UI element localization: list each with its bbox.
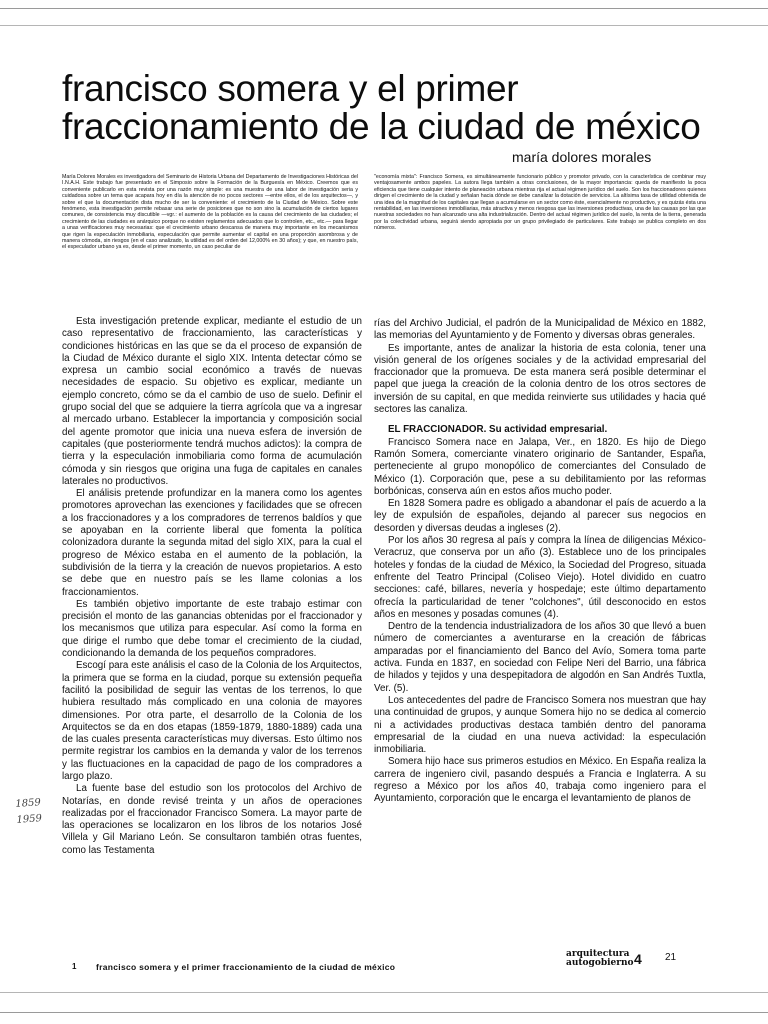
body-paragraph: Somera hijo hace sus primeros estudios en México. En España realiza la carrera de ingeniero civil, pasando después a Francia e Inglaterra. A su regreso a México por los años 40, trabaja como ingeniero para el Ayuntamiento, corporación que le encarga el levantamiento de planos de (374, 756, 706, 805)
body-paragraph: Dentro de la tendencia industrializadora de los años 30 que llevó a buen número de comerciantes a aventurarse en la creación de fábricas amparadas por el financiamiento del Banco del Avío, Somera toma parte activa. Funda en 1837, en sociedad con Felipe Neri del Barrio, una fábrica de hilados y tejidos y una despepitadora de algodón en San Andrés Tuxtla, Ver. (5). (374, 621, 706, 694)
body-paragraph: Por los años 30 regresa al país y compra la línea de diligencias México-Veracruz, que conserva por un año (3). Establece uno de los principales hoteles y fondas de la ciudad de México, la Sociedad del Progreso, situada enfrente del Teatro Principal (Coliseo Viejo). Hotel dividido en cuatro secciones: café, billares, nevería y hospedaje; este último departamento ofrecía la particularidad de tener "colchones", útil desconocido en estos años en mesones y posadas comunes (4). (374, 535, 706, 620)
body-paragraph: Francisco Somera nace en Jalapa, Ver., en 1820. Es hijo de Diego Ramón Somera, comerciante vinatero originario de Santander, España, perteneciente al grupo monopólico de comerciantes del Consulado de México (1). Corporación que, pese a su debilitamiento por las reformas borbónicas, conserva aún en estos años mucho poder. (374, 436, 706, 497)
body-paragraph: Escogí para este análisis el caso de la Colonia de los Arquitectos, la primera que se forma en la ciudad, porque su extensión pequeña facilitó la posibilidad de seguir las ventas de los terrenos, lo que hubiera resultado más complicado en una colonia de mayores dimensiones. Por otra parte, el desarrollo de la Colonia de los Arquitectos se da en dos etapas (1859-1879, 1880-1889) cada una de las cuales presenta características muy diversas. Esto último nos permite registrar los cambios en la demanda y valor de los terrenos y las fluctuaciones en la capacidad de pago de los compradores a largo plazo. (62, 660, 362, 782)
body-paragraph: rías del Archivo Judicial, el padrón de la Municipalidad de México en 1882, las memorias del Ayuntamiento y de Fomento y diversas obras generales. (374, 318, 706, 342)
body-paragraph: Los antecedentes del padre de Francisco Somera nos muestran que hay una continuidad de grupos, y aunque Somera hijo no se dedica al comercio ni a actividades productivas destaca también dentro del panorama empresarial de la ciudad en una nueva actividad: la especulación inmobiliaria. (374, 694, 706, 756)
issue-number: 4 (634, 951, 642, 967)
article-title: francisco somera y el primer fraccionamiento de la ciudad de méxico (62, 68, 701, 147)
margin-note-line: 1959 (16, 813, 43, 826)
margin-note-line: 1859 (15, 797, 42, 810)
section-heading: EL FRACCIONADOR. Su actividad empresarial. (388, 424, 608, 436)
body-paragraph: El análisis pretende profundizar en la manera como los agentes promotores aprovechan las exenciones y facilidades que se ofrecen a los fraccionadores y a los compradores de terrenos baldíos y que se apoyaban en la corriente liberal que fomenta la política colonizadora durante la segunda mitad del siglo XIX, para la cual el progreso de México estaba en el aumento de la población, la subdivisión de la tierra y la creación de nuevos propietarios. A esto se debe que en nuestro país se les llame colonias a los fraccionamientos. (62, 488, 362, 598)
body-right-column (374, 318, 706, 943)
body-paragraph: En 1828 Somera padre es obligado a abandonar el país de acuerdo a la ley de expulsión de españoles, dejando al parecer sus negocios en desorden y diversas deudas a ingleses (2). (374, 498, 706, 534)
handwritten-margin-note (15, 795, 43, 829)
top-rule (0, 25, 768, 26)
body-paragraph: La fuente base del estudio son los protocolos del Archivo de Notarías, en donde revisé treinta y un años de operaciones realizadas por el fraccionador Francisco Somera. La mayor parte de las operaciones se localizaron en los libros de los notarios José Villela y Gil Mariano León. Se consultaron también otras fuentes, como las Testamenta (62, 783, 362, 856)
bottom-rule (0, 992, 768, 993)
footer-running-title: francisco somera y el primer fraccionamiento de la ciudad de méxico (96, 962, 396, 972)
footer-page-left: 1 (72, 962, 77, 971)
abstract-left-column: María Dolores Morales es investigadora del Seminario de Historia Urbana del Departamento de Investigaciones Históricas del I.N.A.H. Este trabajo fue presentado en el Simposio sobre la Formación de la Burguesía en México. Creemos que es conveniente publicarlo en esta revista por una razón muy simple: es una muestra de una labor de investigación seria y cuidadosa sobre un tema que acapara hoy en día la atención de no pocos sectores —entre ellos, el de los arquitectos—, y sobre el que la documentación dista mucho de ser la conveniente: el crecimiento de la Ciudad de México. Sobre este fenómeno, esta investigación permite rebasar una serie de posiciones que no son sino la acumulación de ciertos lugares comunes, de consistencia muy discutible —vgr.: el aumento de la población es la causa del crecimiento de las ciudades; el crecimiento de las ciudades es anárquico porque no existen reglamentos adecuados que lo controlen, etc., etc.— para llegar a unas verificaciones muy necesarias: que el crecimiento urbano descansa de manera muy importante en los mecanismos que rigen la especulación inmobiliaria, especulación que permite aumentar el capital en una proporción asombrosa y de manera cómoda, sin riesgos (en el caso analizado, la utilidad es del orden del 12,000% en 30 años); y que, en nuestro país, el especulador urbano ya es, desde el primer momento, un caso peculiar de (62, 174, 358, 251)
journal-logo-line: autogobierno (566, 958, 634, 968)
body-paragraph: Es también objetivo importante de este trabajo estimar con precisión el monto de las ganancias obtenidas por el fraccionador y los mecanismos que utiliza para especular. Así como la forma en que dirige el rumbo que debe tomar el crecimiento de la ciudad, condicionando la demanda de los pequeños compradores. (62, 598, 362, 660)
journal-logo (566, 950, 636, 968)
body-paragraph: Es importante, antes de analizar la historia de esta colonia, tener una visión general de los orígenes sociales y de la actividad empresarial del fraccionador que la promueva. De esta manera será posible determinar el papel que juega la creación de la colonia dentro de los otros sectores de inversión de su capital, en que medida reinvierte sus utilidades y hacia qué sectores las canaliza. (374, 342, 706, 416)
bottom-scan-edge (0, 1012, 768, 1013)
journal-logo-line: arquitectura (566, 949, 630, 959)
abstract-right-column: "economía mixta": Francisco Somera, es simultáneamente funcionario público y promotor privado, con la característica de combinar muy ventajosamente ambos papeles. La autora llega también a otras conclusiones, de la mayor importancia: queda de manifiesto la poca eficiencia que tiene cualquier intento de planeación urbana mientras rija el actual régimen jurídico del suelo. Son los fraccionadores quienes dirigen el crecimiento de la ciudad y señalan hacia dónde se debe canalizar la dotación de servicios. La altísima tasa de utilidad obtenida de una idea de la magnitud de los capitales que llegan a acumularse en un sector como éste, esencialmente no productivo, y es quizás ésta una rentabilidad, en las inversiones inmobiliarias, más atractiva y menos riesgosa que las inversiones productivas, una de las causas por las que nuestras sociedades no han alcanzado una alta industrialización. Dentro del actual régimen jurídico del suelo, la renta de la tierra, generada por la colectividad urbana, seguirá siendo apropiada por un grupo privilegiado de particulares. Este trabajo se publica completo en dos números. (374, 174, 706, 232)
article-author: maría dolores morales (512, 149, 652, 165)
body-left-column (62, 316, 362, 956)
body-paragraph: Esta investigación pretende explicar, mediante el estudio de un caso representativo de fraccionamiento, las características y condiciones históricas en las que se da el proceso de expansión de la Ciudad de México durante el siglo XIX. Intenta detectar cómo se expresa un cambio social económico a través de nuevas necesidades de espacio. Su objetivo es explicar, mediante un ejemplo concreto, cómo se da el cambio de uso de suelo. Definir el grupo social del que se adquiere la tierra agrícola que va a ingresar al mercado urbano. Establecer la importancia y composición social del agente promotor que inicia una nueva esfera de inversión de capitales (que posteriormente tendrá muchos adictos): la compra de tierra y la especulación inmobiliaria como forma de acumulación cómoda y sin riesgos que origina una fuga de capitales en canales laterales no productivos. (62, 316, 362, 487)
footer-page-right: 21 (665, 952, 677, 963)
top-scan-edge (0, 8, 768, 9)
